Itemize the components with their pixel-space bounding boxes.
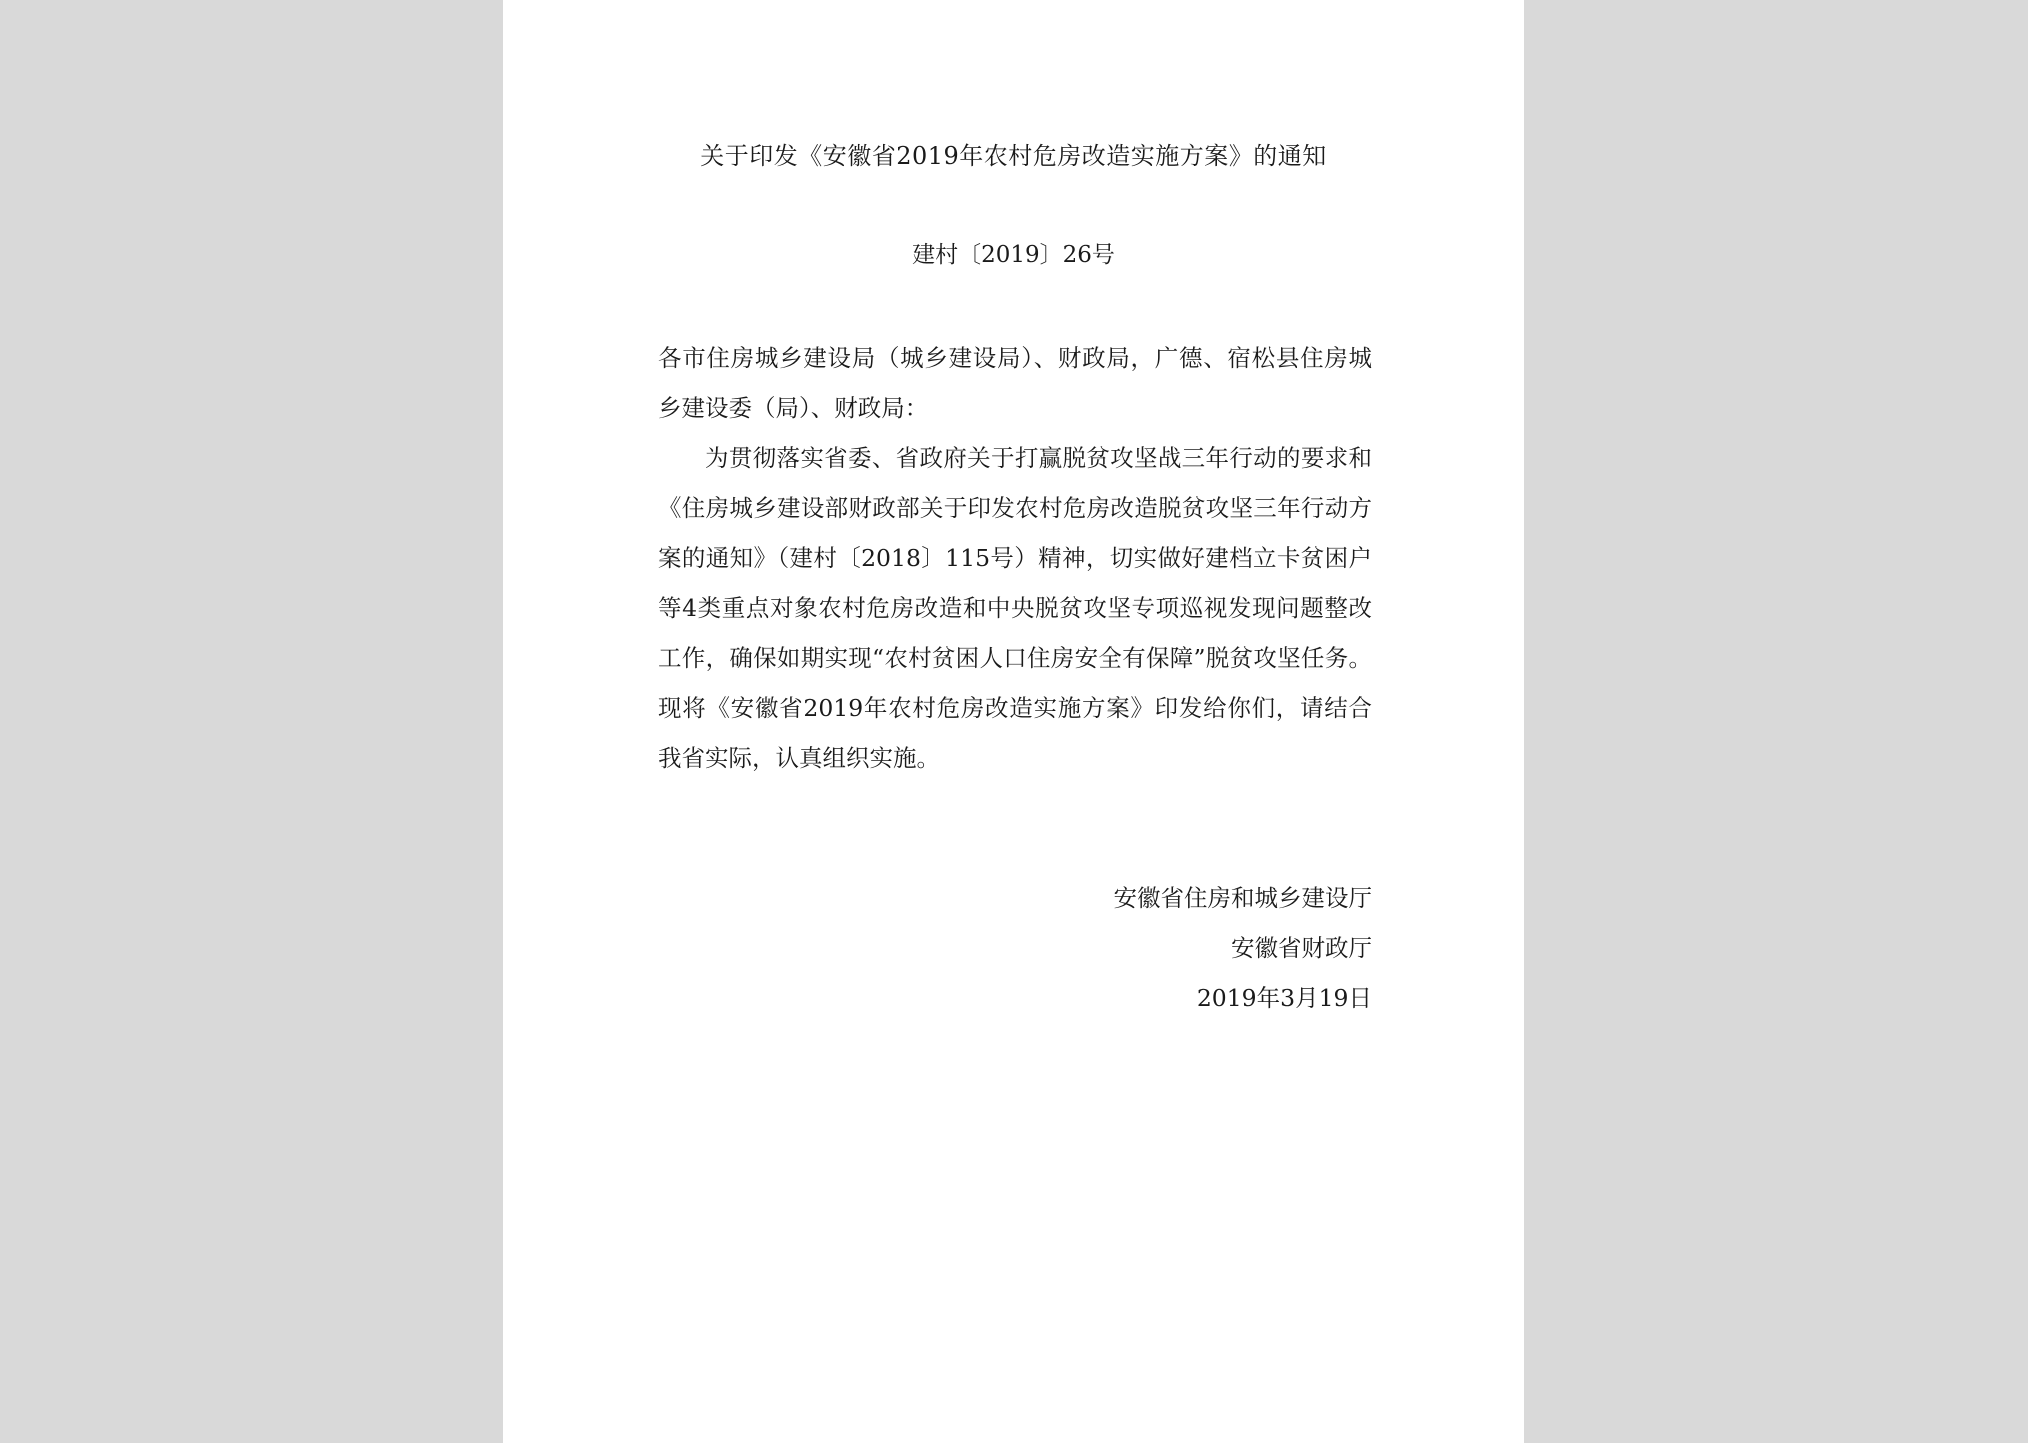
issuer-finance-department: 安徽省财政厅 <box>1231 934 1372 962</box>
document-number: 建村〔2019〕26号 <box>912 242 1115 268</box>
document-title: 关于印发《安徽省2019年农村危房改造实施方案》的通知 <box>700 142 1327 170</box>
document-body <box>658 333 1372 783</box>
recipients-paragraph: 各市住房城乡建设局（城乡建设局）、财政局，广德、宿松县住房城乡建设委（局）、财政局： <box>658 344 1372 422</box>
body-paragraph: 为贯彻落实省委、省政府关于打赢脱贫攻坚战三年行动的要求和《住房城乡建设部财政部关于印发农村危房改造脱贫攻坚三年行动方案的通知》（建村〔2018〕115号）精神，切实做好建档立卡贫困户等4类重点对象农村危房改造和中央脱贫攻坚专项巡视发现问题整改工作，确保如期实现“农村贫困人口住房安全有保障”脱贫攻坚任务。现将《安徽省2019年农村危房改造实施方案》印发给你们，请结合我省实际，认真组织实施。 <box>658 444 1372 772</box>
issuer-housing-department: 安徽省住房和城乡建设厅 <box>1113 884 1372 912</box>
document-page <box>503 0 1524 1443</box>
signature-block <box>1114 873 1373 1023</box>
issue-date: 2019年3月19日 <box>1196 984 1372 1012</box>
